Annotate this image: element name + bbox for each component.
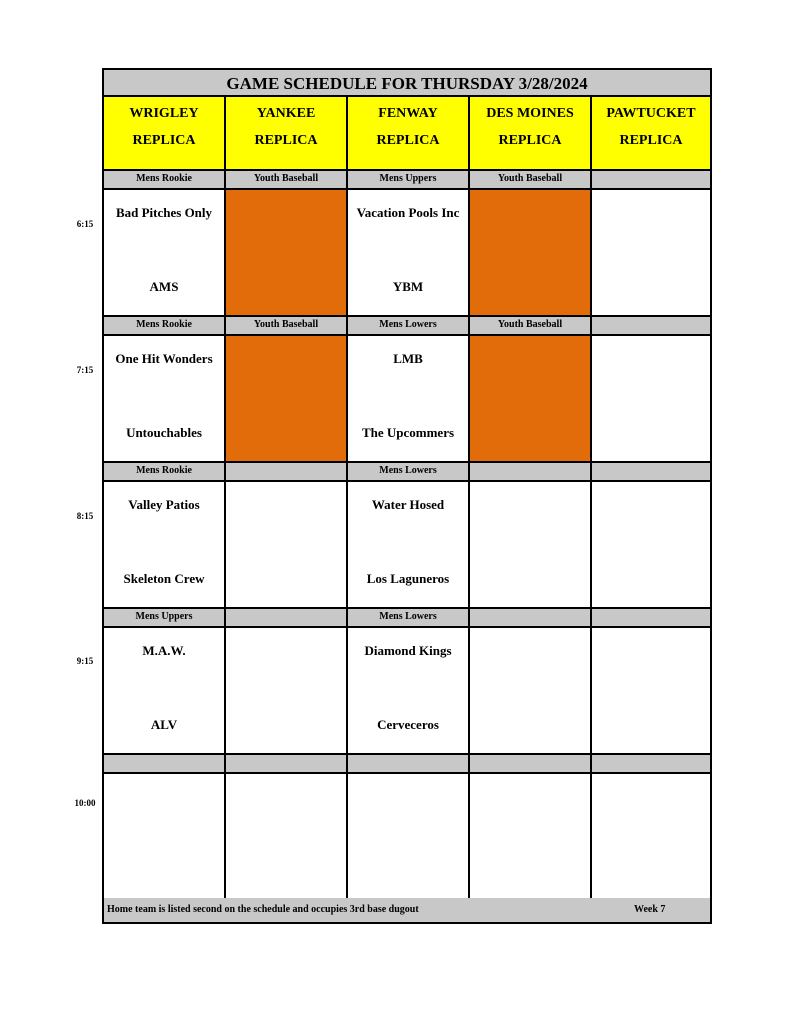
game-cell [226, 774, 348, 901]
division-label: Mens Uppers [104, 609, 226, 628]
game-cell [226, 628, 348, 755]
time-slot-label: 9:15 [76, 656, 94, 666]
field-name: FENWAY [378, 106, 438, 121]
time-slot-label: 10:00 [74, 798, 96, 808]
division-label [226, 463, 348, 482]
division-label: Mens Rookie [104, 171, 226, 190]
time-slot-label: 6:15 [76, 219, 94, 229]
blocked-game-cell [226, 336, 348, 463]
field-name: YANKEE [256, 106, 316, 121]
home-team: Cerveceros [377, 717, 439, 732]
game-cell [592, 482, 710, 609]
division-label: Mens Rookie [104, 463, 226, 482]
field-name: DES MOINES [486, 106, 574, 121]
division-label: Mens Lowers [348, 317, 470, 336]
away-team: Water Hosed [371, 497, 445, 512]
division-label [470, 609, 592, 628]
division-label [348, 755, 470, 774]
home-team: AMS [149, 279, 179, 294]
division-label [592, 317, 710, 336]
away-team: One Hit Wonders [115, 351, 213, 366]
game-cell [226, 482, 348, 609]
game-cell [592, 336, 710, 463]
field-name: PAWTUCKET [606, 106, 696, 121]
away-team: Valley Patios [128, 497, 200, 512]
page-title: GAME SCHEDULE FOR THURSDAY 3/28/2024 [104, 70, 710, 97]
field-subtitle: REPLICA [376, 133, 440, 148]
blocked-game-cell [470, 190, 592, 317]
game-cell [348, 190, 470, 317]
schedule-sheet [102, 68, 712, 924]
game-cell [592, 190, 710, 317]
home-team: Skeleton Crew [123, 571, 205, 586]
division-label [226, 755, 348, 774]
blocked-game-cell [226, 190, 348, 317]
division-label [592, 755, 710, 774]
field-header [348, 97, 470, 171]
field-name: WRIGLEY [129, 106, 199, 121]
footer [104, 898, 710, 922]
home-team: The Upcommers [361, 425, 455, 440]
game-cell [470, 482, 592, 609]
game-cell [592, 774, 710, 901]
game-cell [348, 336, 470, 463]
division-label: Youth Baseball [470, 317, 592, 336]
away-team: Vacation Pools Inc [356, 205, 460, 220]
division-label [592, 609, 710, 628]
division-label [226, 609, 348, 628]
week-label: Week 7 [634, 904, 666, 915]
division-label [592, 171, 710, 190]
game-cell [592, 628, 710, 755]
home-team: ALV [150, 717, 178, 732]
away-team: M.A.W. [142, 643, 186, 658]
game-cell [348, 482, 470, 609]
field-header [226, 97, 348, 171]
game-cell [348, 628, 470, 755]
division-label: Mens Rookie [104, 317, 226, 336]
blocked-game-cell [470, 336, 592, 463]
time-slot-label: 7:15 [76, 365, 94, 375]
field-subtitle: REPLICA [132, 133, 196, 148]
away-team: Diamond Kings [364, 643, 452, 658]
game-cell [470, 628, 592, 755]
game-cell [104, 190, 226, 317]
footer-note: Home team is listed second on the schedule and occupies 3rd base dugout [107, 904, 419, 915]
field-subtitle: REPLICA [254, 133, 318, 148]
game-cell [104, 336, 226, 463]
division-label: Youth Baseball [226, 171, 348, 190]
field-header [104, 97, 226, 171]
division-label: Mens Lowers [348, 609, 470, 628]
division-label [104, 755, 226, 774]
division-label: Youth Baseball [226, 317, 348, 336]
away-team: Bad Pitches Only [115, 205, 213, 220]
division-label: Mens Lowers [348, 463, 470, 482]
field-header [592, 97, 710, 171]
field-subtitle: REPLICA [498, 133, 562, 148]
time-slot-label: 8:15 [76, 511, 94, 521]
home-team: YBM [392, 279, 424, 294]
division-label [470, 755, 592, 774]
division-label [592, 463, 710, 482]
game-cell [104, 774, 226, 901]
game-cell [470, 774, 592, 901]
home-team: Untouchables [126, 425, 202, 440]
game-cell [348, 774, 470, 901]
division-label: Youth Baseball [470, 171, 592, 190]
game-cell [104, 482, 226, 609]
home-team: Los Laguneros [366, 571, 450, 586]
division-label [470, 463, 592, 482]
game-cell [104, 628, 226, 755]
away-team: LMB [393, 351, 423, 366]
field-header [470, 97, 592, 171]
division-label: Mens Uppers [348, 171, 470, 190]
field-subtitle: REPLICA [619, 133, 683, 148]
